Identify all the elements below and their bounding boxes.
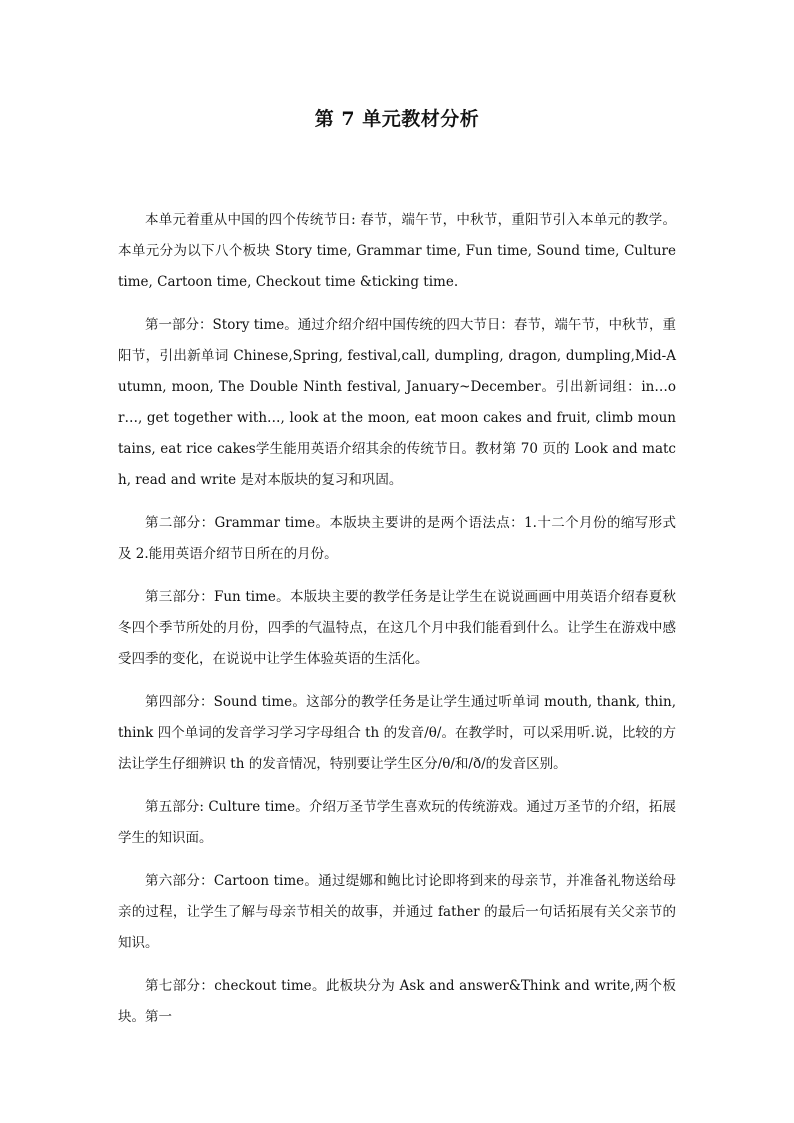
paragraph-part-6-cartoon-time: 第六部分：Cartoon time。通过缇娜和鲍比讨论即将到来的母亲节，并准备礼物送给母亲的过程，让学生了解与母亲节相关的故事，并通过 father 的最后一句话拓展有关父亲节的知识。 [118,873,676,951]
paragraph-part-5-culture-time: 第五部分: Culture time。介绍万圣节学生喜欢玩的传统游戏。通过万圣节的介绍，拓展学生的知识面。 [118,799,676,846]
document-body [118,205,676,1045]
paragraph-part-1-story-time: 第一部分：Story time。通过介绍介绍中国传统的四大节日：春节，端午节，中秋节，重阳节，引出新单词 Chinese,Spring, festival,call, dumpling, dragon, dumpling,Mid-Autumn, moon, The Double Ninth festival, January~December。引出新词组：in…or…, get together with…, look at the moon, eat moon cakes and fruit, climb mountains, eat rice cakes学生能用英语介绍其余的传统节日。教材第 70 页的 Look and match, read and write 是对本版块的复习和巩固。 [118,317,676,488]
paragraph-part-2-grammar-time: 第二部分：Grammar time。本版块主要讲的是两个语法点：1.十二个月份的缩写形式及 2.能用英语介绍节日所在的月份。 [118,515,676,562]
paragraph-part-7-checkout-time: 第七部分：checkout time。此板块分为 Ask and answer&Think and write,两个板块。第一 [118,978,676,1025]
page-title: 第 7 单元教材分析 [314,108,480,130]
paragraph-intro: 本单元着重从中国的四个传统节日: 春节，端午节，中秋节，重阳节引入本单元的教学。本单元分为以下八个板块 Story time, Grammar time, Fun time, Sound time, Culture time, Cartoon time, Checkout time &ticking time. [118,212,676,290]
paragraph-part-3-fun-time: 第三部分：Fun time。本版块主要的教学任务是让学生在说说画画中用英语介绍春夏秋冬四个季节所处的月份，四季的气温特点，在这几个月中我们能看到什么。让学生在游戏中感受四季的变化，在说说中让学生体验英语的生活化。 [118,589,676,667]
paragraph-part-4-sound-time: 第四部分：Sound time。这部分的教学任务是让学生通过听单词 mouth, thank, thin, think 四个单词的发音学习学习字母组合 th 的发音/θ/。在教学时，可以采用听.说，比较的方法让学生仔细辨识 th 的发音情况，特别要让学生区分/θ/和/ð/的发音区别。 [118,694,676,772]
